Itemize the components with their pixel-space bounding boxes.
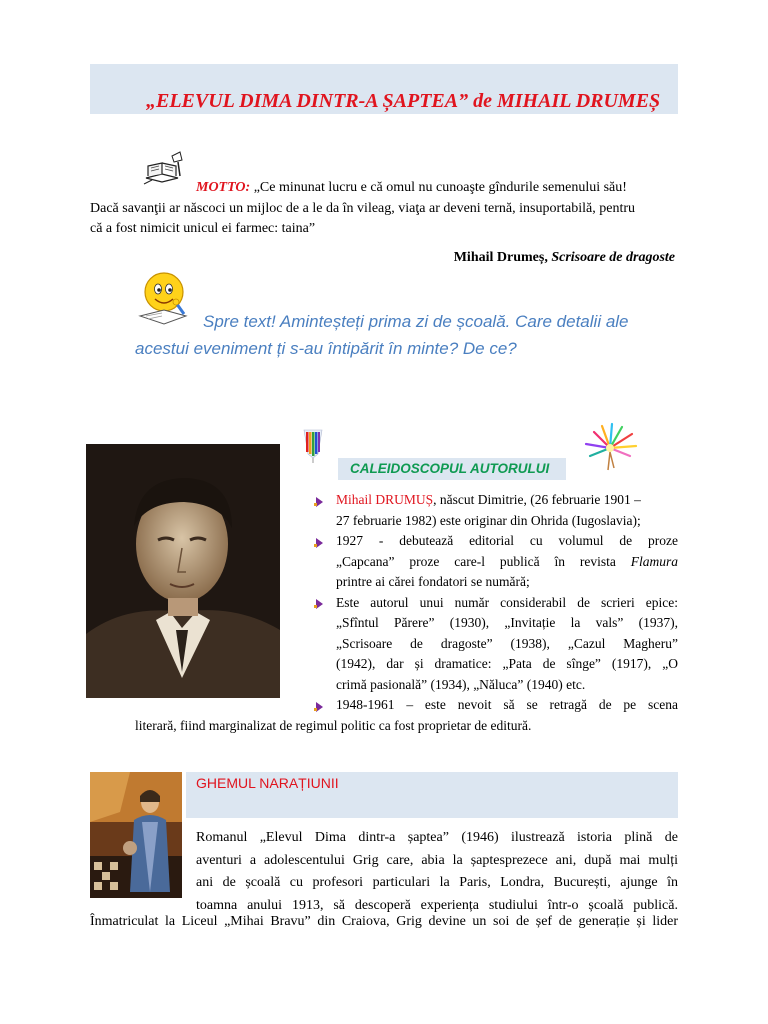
bullet-2-line-2-text: „Capcana” proze care-l publică în revista bbox=[336, 553, 616, 569]
bullet-3-line-2: „Sfîntul Părere” (1930), „Invitație la vals” (1937), bbox=[336, 615, 678, 630]
bullet-2-line-3: printre ai cărei fondatori se numără; bbox=[336, 574, 530, 589]
narration-line-2: aventuri a adolescentului Grig care, abia la șaptesprezece ani, după mai mulți bbox=[196, 852, 678, 868]
bullet-icon bbox=[316, 497, 323, 507]
bullet-1-line-2: 27 februarie 1982) este originar din Ohrida (Iugoslavia); bbox=[336, 512, 641, 528]
narration-line-3: ani de școală cu profesori particulari la Paris, Londra, București, ajunge în bbox=[196, 875, 678, 890]
bullet-3-line-1: Este autorul unui număr considerabil de scrieri epice: bbox=[336, 594, 678, 610]
bullet-icon bbox=[316, 702, 323, 712]
bullet-3-line-4: (1942), dar și dramatice: „Pata de sînge” (1917), „O bbox=[336, 656, 678, 671]
narration-paragraph-cont bbox=[90, 911, 678, 934]
motto-text-1: „Ce minunat lucru e că omul nu cunoaşte gîndurile semenului său! bbox=[253, 180, 627, 195]
bullet-icon bbox=[316, 599, 323, 609]
bullet-1-line-1-rest: , născut Dimitrie, (26 februarie 1901 – bbox=[433, 492, 641, 507]
signature-work: Scrisoare de dragoste bbox=[551, 250, 675, 265]
narration-heading: GHEMUL NARAȚIUNII bbox=[196, 775, 339, 791]
signature-author: Mihail Drumeș, bbox=[453, 250, 548, 265]
motto-line-3: că a fost nimicit unicul ei farmec: taina” bbox=[90, 221, 316, 236]
narration-paragraph bbox=[196, 827, 678, 917]
author-name: Mihail DRUMUȘ bbox=[336, 492, 434, 507]
book-icon bbox=[142, 150, 188, 190]
bullet-2-line-2 bbox=[336, 552, 678, 573]
question-line-1: Spre text! Aminteșteți prima zi de școală. Care detalii ale bbox=[203, 312, 629, 331]
motto-line-1 bbox=[196, 178, 627, 198]
smiley-writing-icon bbox=[134, 270, 192, 328]
author-heading: CALEIDOSCOPUL AUTORULUI bbox=[350, 461, 550, 476]
question-line-2: acestui eveniment ți s-au întipărit în minte? De ce? bbox=[135, 339, 517, 358]
prism-icon bbox=[300, 428, 326, 464]
fireworks-icon bbox=[580, 422, 640, 472]
narration-line-5: Înmatriculat la Liceul „Mihai Bravu” din Craiova, Grig devine un soi de șef de generație și lider bbox=[90, 914, 678, 929]
narration-line-1: Romanul „Elevul Dima dintr-a șaptea” (1946) ilustrează istoria plină de bbox=[196, 830, 678, 845]
bullet-1-line-1 bbox=[336, 490, 678, 511]
bullet-2-line-1: 1927 - debutează editorial cu volumul de proze bbox=[336, 533, 678, 548]
page-title: „ELEVUL DIMA DINTR-A ȘAPTEA” de MIHAIL DRUMEȘ bbox=[146, 90, 661, 112]
journal-title: Flamura bbox=[630, 553, 678, 569]
bullet-3-line-3: „Scrisoare de dragoste” (1938), „Cazul Magheru” bbox=[336, 635, 678, 651]
motto-label: MOTTO: bbox=[196, 180, 251, 195]
bullet-4-line-2: literară, fiind marginalizat de regimul politic ca fost proprietar de editură. bbox=[135, 718, 532, 733]
narration-line-4: toamna anului 1913, să descoperă experiența studiului într-o școală publică. bbox=[196, 897, 678, 913]
author-portrait bbox=[86, 444, 280, 698]
motto-line-2: Dacă savanţii ar născoci un mijloc de a le da în vileag, viaţa ar deveni ternă, insuportabilă, pentru bbox=[90, 201, 636, 216]
motto-signature bbox=[454, 250, 675, 266]
bullet-3-line-5: crimă pasională” (1934), „Năluca” (1940) etc. bbox=[336, 676, 586, 692]
bullet-icon bbox=[316, 538, 323, 548]
painting bbox=[90, 772, 182, 898]
bullet-4-line-1: 1948-1961 – este nevoit să se retragă de pe scena bbox=[336, 697, 678, 712]
author-bullets bbox=[336, 490, 678, 716]
